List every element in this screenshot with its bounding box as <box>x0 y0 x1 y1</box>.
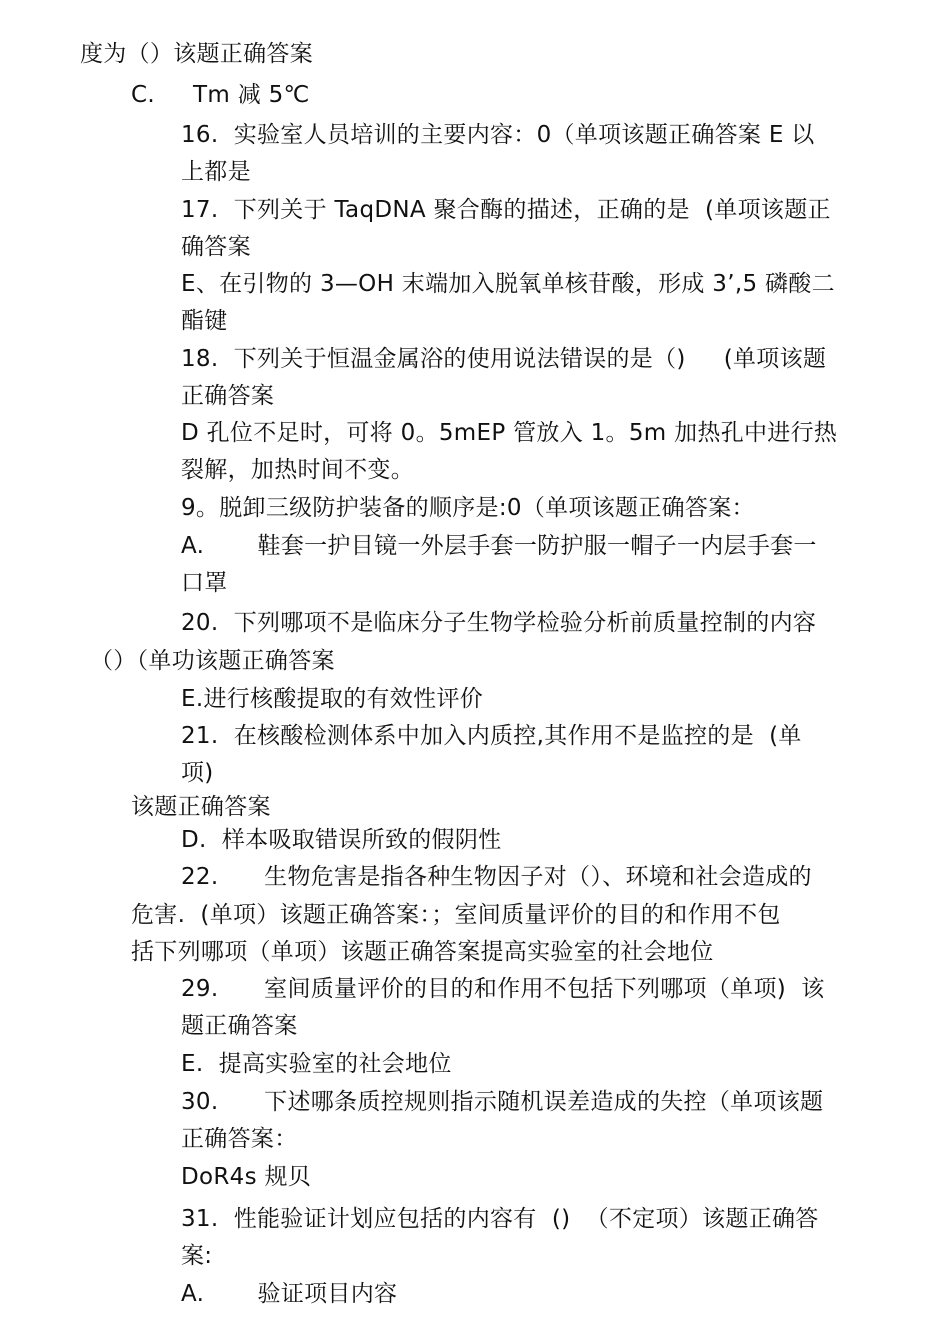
question-16: 16. 实验室人员培训的主要内容：0（单项该题正确答案 E 以 <box>181 122 815 148</box>
text-line: 口罩 <box>181 570 228 596</box>
question-31: 31. 性能验证计划应包括的内容有 () （不定项）该题正确答 <box>181 1206 819 1232</box>
text-line: 题正确答案 <box>181 1013 298 1039</box>
answer-option: E. 提高实验室的社会地位 <box>181 1051 452 1077</box>
text-line: 上都是 <box>181 159 251 185</box>
answer-option: E.进行核酸提取的有效性评价 <box>181 686 484 712</box>
question-22: 22. 生物危害是指各种生物因子对（）、环境和社会造成的 <box>181 864 812 890</box>
answer-option: E、在引物的 3—OH 末端加入脱氧单核苷酸，形成 3’,5 磷酸二 <box>181 271 835 297</box>
answer-option: C. Tm 减 5℃ <box>131 82 310 108</box>
text-line: 正确答案： <box>181 1126 298 1152</box>
question-29: 29. 室间质量评价的目的和作用不包括下列哪项（单项) 该 <box>181 976 825 1002</box>
question-18: 18. 下列关于恒温金属浴的使用说法错误的是（) (单项该题 <box>181 346 827 372</box>
text-line: 项) <box>181 760 214 786</box>
text-line: 度为（）该题正确答案 <box>80 41 313 67</box>
question-19: 9。脱卸三级防护装备的顺序是:0（单项该题正确答案： <box>181 495 755 521</box>
question-21: 21. 在核酸检测体系中加入内质控,其作用不是监控的是 (单 <box>181 723 802 749</box>
question-17: 17. 下列关于 TaqDNA 聚合酶的描述，正确的是 (单项该题正 <box>181 197 831 223</box>
answer-option: A. 验证项目内容 <box>181 1281 398 1307</box>
text-line: 该题正确答案 <box>131 794 271 820</box>
question-20: 20. 下列哪项不是临床分子生物学检验分析前质量控制的内容 <box>181 610 817 636</box>
answer-option: D. 样本吸取错误所致的假阴性 <box>181 827 502 853</box>
text-line: 括下列哪项（单项）该题正确答案提高实验室的社会地位 <box>131 939 714 965</box>
text-line: 危害. (单项）该题正确答案：；室间质量评价的目的和作用不包 <box>131 902 781 928</box>
text-line: 裂解，加热时间不变。 <box>181 457 414 483</box>
text-line: 正确答案 <box>181 383 275 409</box>
text-line: （）（单功该题正确答案 <box>90 648 335 674</box>
answer-option: DoR4s 规贝 <box>181 1164 312 1190</box>
answer-option: A. 鞋套一护目镜一外层手套一防护服一帽子一内层手套一 <box>181 533 817 559</box>
answer-option: D 孔位不足时，可将 0。5mEP 管放入 1。5m 加热孔中进行热 <box>181 420 838 446</box>
text-line: 确答案 <box>181 234 251 260</box>
text-line: 酯键 <box>181 308 228 334</box>
question-30: 30. 下述哪条质控规则指示随机误差造成的失控（单项该题 <box>181 1089 824 1115</box>
text-line: 案: <box>181 1243 213 1269</box>
